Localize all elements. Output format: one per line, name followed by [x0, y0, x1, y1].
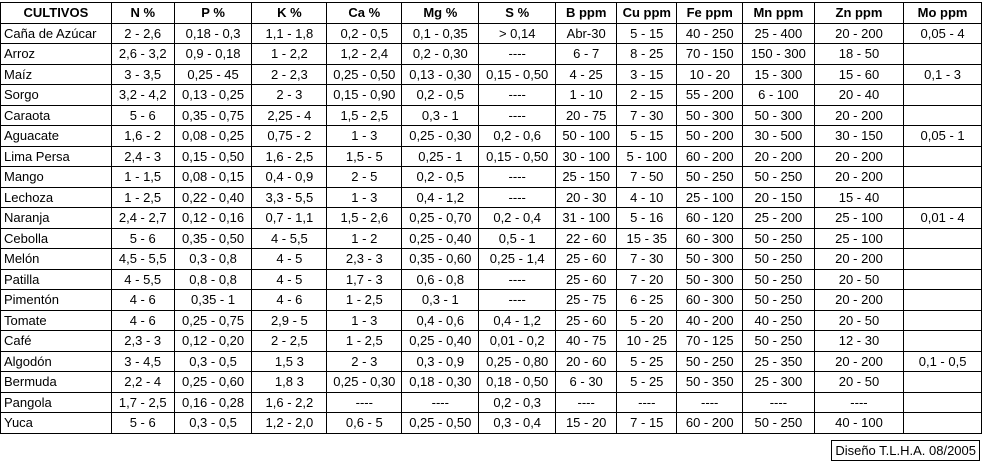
value-cell: 30 - 500 — [743, 126, 815, 147]
value-cell: 1 - 2,5 — [327, 331, 402, 352]
value-cell: 20 - 50 — [814, 372, 903, 393]
value-cell: 0,7 - 1,1 — [252, 208, 327, 229]
value-cell: 5 - 15 — [617, 23, 677, 44]
value-cell: 0,18 - 0,30 — [402, 372, 479, 393]
value-cell: 1 - 2 — [327, 228, 402, 249]
table-row — [1, 331, 982, 352]
crop-name-cell: Cebolla — [1, 228, 112, 249]
value-cell: 0,3 - 0,9 — [402, 351, 479, 372]
value-cell: 70 - 125 — [677, 331, 743, 352]
value-cell: 1,8 3 — [252, 372, 327, 393]
value-cell: 2,9 - 5 — [252, 310, 327, 331]
crop-name-cell: Arroz — [1, 44, 112, 65]
value-cell: 4 - 5,5 — [111, 269, 174, 290]
value-cell: 0,4 - 1,2 — [402, 187, 479, 208]
value-cell: 4 - 6 — [111, 310, 174, 331]
value-cell: 40 - 100 — [814, 413, 903, 434]
value-cell: 10 - 20 — [677, 64, 743, 85]
value-cell: 0,25 - 0,40 — [402, 331, 479, 352]
crop-name-cell: Pimentón — [1, 290, 112, 311]
table-row — [1, 372, 982, 393]
crop-name-cell: Naranja — [1, 208, 112, 229]
value-cell: 50 - 250 — [743, 167, 815, 188]
value-cell: 15 - 35 — [617, 228, 677, 249]
value-cell: 0,3 - 0,5 — [174, 413, 252, 434]
value-cell: ---- — [677, 392, 743, 413]
value-cell: 4 - 5 — [252, 249, 327, 270]
value-cell: 7 - 20 — [617, 269, 677, 290]
value-cell: 3,2 - 4,2 — [111, 85, 174, 106]
value-cell: 7 - 15 — [617, 413, 677, 434]
value-cell: 2,4 - 2,7 — [111, 208, 174, 229]
crop-name-cell: Tomate — [1, 310, 112, 331]
value-cell: ---- — [402, 392, 479, 413]
value-cell: 25 - 60 — [556, 269, 617, 290]
value-cell: 0,08 - 0,15 — [174, 167, 252, 188]
value-cell: 10 - 25 — [617, 331, 677, 352]
value-cell: 0,16 - 0,28 — [174, 392, 252, 413]
value-cell: 2,25 - 4 — [252, 105, 327, 126]
value-cell: 15 - 40 — [814, 187, 903, 208]
value-cell — [904, 269, 982, 290]
value-cell: 25 - 400 — [743, 23, 815, 44]
crop-name-cell: Maíz — [1, 64, 112, 85]
value-cell: 50 - 250 — [677, 351, 743, 372]
value-cell: 0,08 - 0,25 — [174, 126, 252, 147]
value-cell — [904, 372, 982, 393]
value-cell: 0,13 - 0,25 — [174, 85, 252, 106]
value-cell — [904, 228, 982, 249]
crop-name-cell: Lima Persa — [1, 146, 112, 167]
value-cell: 20 - 200 — [814, 146, 903, 167]
column-header: Fe ppm — [677, 3, 743, 24]
value-cell: 25 - 60 — [556, 310, 617, 331]
value-cell: 50 - 300 — [677, 105, 743, 126]
value-cell: 0,25 - 0,30 — [402, 126, 479, 147]
value-cell: 25 - 75 — [556, 290, 617, 311]
value-cell: 0,2 - 0,30 — [402, 44, 479, 65]
value-cell: 0,18 - 0,50 — [479, 372, 556, 393]
value-cell: ---- — [814, 392, 903, 413]
value-cell: 60 - 300 — [677, 290, 743, 311]
value-cell: 1 - 2,2 — [252, 44, 327, 65]
nutrient-table — [0, 2, 982, 434]
value-cell: 4 - 25 — [556, 64, 617, 85]
value-cell: 7 - 50 — [617, 167, 677, 188]
value-cell: 0,4 - 1,2 — [479, 310, 556, 331]
column-header: CULTIVOS — [1, 3, 112, 24]
value-cell: 2,6 - 3,2 — [111, 44, 174, 65]
value-cell: ---- — [479, 187, 556, 208]
value-cell: 6 - 7 — [556, 44, 617, 65]
value-cell: 1,7 - 3 — [327, 269, 402, 290]
table-row — [1, 290, 982, 311]
table-row — [1, 413, 982, 434]
value-cell: 60 - 300 — [677, 228, 743, 249]
value-cell: ---- — [479, 85, 556, 106]
value-cell: 50 - 250 — [743, 269, 815, 290]
value-cell: 25 - 200 — [743, 208, 815, 229]
value-cell: 1,1 - 1,8 — [252, 23, 327, 44]
value-cell: 0,1 - 0,5 — [904, 351, 982, 372]
value-cell: 1,6 - 2 — [111, 126, 174, 147]
table-row — [1, 64, 982, 85]
crop-name-cell: Caraota — [1, 105, 112, 126]
table-row — [1, 44, 982, 65]
value-cell: 25 - 100 — [814, 228, 903, 249]
value-cell — [904, 392, 982, 413]
value-cell: 55 - 200 — [677, 85, 743, 106]
value-cell: 40 - 75 — [556, 331, 617, 352]
value-cell: 0,35 - 1 — [174, 290, 252, 311]
value-cell: ---- — [479, 167, 556, 188]
crop-name-cell: Aguacate — [1, 126, 112, 147]
value-cell: 50 - 350 — [677, 372, 743, 393]
value-cell: 31 - 100 — [556, 208, 617, 229]
value-cell: 15 - 20 — [556, 413, 617, 434]
value-cell: ---- — [617, 392, 677, 413]
value-cell: 1 - 3 — [327, 126, 402, 147]
value-cell: Abr-30 — [556, 23, 617, 44]
value-cell: 60 - 120 — [677, 208, 743, 229]
value-cell: 8 - 25 — [617, 44, 677, 65]
value-cell — [904, 167, 982, 188]
value-cell: 2 - 3 — [327, 351, 402, 372]
value-cell: ---- — [327, 392, 402, 413]
value-cell: 7 - 30 — [617, 105, 677, 126]
value-cell: 70 - 150 — [677, 44, 743, 65]
crop-name-cell: Algodón — [1, 351, 112, 372]
value-cell: 0,3 - 0,4 — [479, 413, 556, 434]
table-row — [1, 167, 982, 188]
value-cell: 25 - 150 — [556, 167, 617, 188]
value-cell: 2,3 - 3 — [111, 331, 174, 352]
value-cell: 5 - 6 — [111, 105, 174, 126]
value-cell: 2 - 5 — [327, 167, 402, 188]
table-row — [1, 23, 982, 44]
column-header: S % — [479, 3, 556, 24]
value-cell: 0,6 - 5 — [327, 413, 402, 434]
value-cell: 5 - 16 — [617, 208, 677, 229]
value-cell: 6 - 25 — [617, 290, 677, 311]
value-cell: 20 - 60 — [556, 351, 617, 372]
column-header: Mn ppm — [743, 3, 815, 24]
value-cell: 0,9 - 0,18 — [174, 44, 252, 65]
value-cell: 0,2 - 0,5 — [327, 23, 402, 44]
value-cell: 1,6 - 2,5 — [252, 146, 327, 167]
value-cell: 0,25 - 0,75 — [174, 310, 252, 331]
value-cell — [904, 146, 982, 167]
column-header: Zn ppm — [814, 3, 903, 24]
value-cell: 0,2 - 0,4 — [479, 208, 556, 229]
value-cell: 1,5 - 5 — [327, 146, 402, 167]
value-cell: 0,3 - 1 — [402, 290, 479, 311]
value-cell: > 0,14 — [479, 23, 556, 44]
value-cell: 0,2 - 0,3 — [479, 392, 556, 413]
value-cell: 3,3 - 5,5 — [252, 187, 327, 208]
value-cell: 2 - 2,3 — [252, 64, 327, 85]
value-cell — [904, 310, 982, 331]
value-cell: 2 - 2,6 — [111, 23, 174, 44]
crop-name-cell: Caña de Azúcar — [1, 23, 112, 44]
column-header: K % — [252, 3, 327, 24]
value-cell: 0,22 - 0,40 — [174, 187, 252, 208]
value-cell: ---- — [743, 392, 815, 413]
crop-name-cell: Patilla — [1, 269, 112, 290]
value-cell: 0,8 - 0,8 — [174, 269, 252, 290]
value-cell: 4,5 - 5,5 — [111, 249, 174, 270]
value-cell: 0,25 - 0,50 — [402, 413, 479, 434]
value-cell: ---- — [479, 269, 556, 290]
crop-name-cell: Bermuda — [1, 372, 112, 393]
value-cell: 0,25 - 45 — [174, 64, 252, 85]
value-cell — [904, 331, 982, 352]
value-cell: 20 - 200 — [743, 146, 815, 167]
value-cell: 5 - 100 — [617, 146, 677, 167]
value-cell: 0,25 - 0,60 — [174, 372, 252, 393]
value-cell: 1,6 - 2,2 — [252, 392, 327, 413]
value-cell: 4 - 10 — [617, 187, 677, 208]
value-cell: 4 - 5 — [252, 269, 327, 290]
column-header: Mo ppm — [904, 3, 982, 24]
value-cell: 20 - 200 — [814, 351, 903, 372]
value-cell: 0,05 - 1 — [904, 126, 982, 147]
value-cell: 50 - 300 — [677, 249, 743, 270]
value-cell: 50 - 300 — [677, 269, 743, 290]
value-cell: 5 - 15 — [617, 126, 677, 147]
value-cell: 1,5 - 2,6 — [327, 208, 402, 229]
table-body — [1, 23, 982, 433]
value-cell: 0,3 - 0,5 — [174, 351, 252, 372]
value-cell: 0,25 - 0,50 — [327, 64, 402, 85]
column-header: N % — [111, 3, 174, 24]
value-cell: 1 - 2,5 — [111, 187, 174, 208]
value-cell — [904, 44, 982, 65]
value-cell: 3 - 4,5 — [111, 351, 174, 372]
table-row — [1, 351, 982, 372]
value-cell: 5 - 25 — [617, 372, 677, 393]
value-cell: 0,25 - 0,70 — [402, 208, 479, 229]
table-row — [1, 392, 982, 413]
value-cell: 4 - 6 — [252, 290, 327, 311]
crop-name-cell: Café — [1, 331, 112, 352]
value-cell: 50 - 200 — [677, 126, 743, 147]
value-cell: 0,35 - 0,50 — [174, 228, 252, 249]
value-cell: 3 - 3,5 — [111, 64, 174, 85]
table-row — [1, 187, 982, 208]
value-cell: 0,01 - 4 — [904, 208, 982, 229]
value-cell: 1 - 3 — [327, 187, 402, 208]
value-cell: 60 - 200 — [677, 413, 743, 434]
value-cell: 50 - 250 — [743, 249, 815, 270]
value-cell: 30 - 150 — [814, 126, 903, 147]
column-header: Cu ppm — [617, 3, 677, 24]
value-cell: 25 - 300 — [743, 372, 815, 393]
table-row — [1, 310, 982, 331]
value-cell: 0,3 - 0,8 — [174, 249, 252, 270]
value-cell: 0,25 - 1,4 — [479, 249, 556, 270]
value-cell: 0,2 - 0,6 — [479, 126, 556, 147]
value-cell: 18 - 50 — [814, 44, 903, 65]
credit-text: Diseño T.L.H.A. 08/2005 — [831, 440, 980, 461]
value-cell: 2,4 - 3 — [111, 146, 174, 167]
value-cell: 20 - 30 — [556, 187, 617, 208]
value-cell: 40 - 200 — [677, 310, 743, 331]
value-cell: 5 - 25 — [617, 351, 677, 372]
value-cell: 0,05 - 4 — [904, 23, 982, 44]
value-cell: 3 - 15 — [617, 64, 677, 85]
value-cell: 25 - 100 — [814, 208, 903, 229]
table-row — [1, 85, 982, 106]
value-cell: 0,15 - 0,90 — [327, 85, 402, 106]
value-cell: 30 - 100 — [556, 146, 617, 167]
value-cell: 25 - 350 — [743, 351, 815, 372]
value-cell: 60 - 200 — [677, 146, 743, 167]
table-row — [1, 146, 982, 167]
value-cell: 25 - 100 — [677, 187, 743, 208]
value-cell: 1 - 3 — [327, 310, 402, 331]
value-cell — [904, 105, 982, 126]
value-cell: 0,12 - 0,20 — [174, 331, 252, 352]
value-cell: 5 - 20 — [617, 310, 677, 331]
value-cell: ---- — [556, 392, 617, 413]
crop-name-cell: Yuca — [1, 413, 112, 434]
value-cell: 0,15 - 0,50 — [479, 146, 556, 167]
value-cell: 40 - 250 — [677, 23, 743, 44]
value-cell: 1 - 2,5 — [327, 290, 402, 311]
crop-name-cell: Sorgo — [1, 85, 112, 106]
value-cell: 0,4 - 0,6 — [402, 310, 479, 331]
value-cell: 50 - 250 — [743, 413, 815, 434]
crop-name-cell: Melón — [1, 249, 112, 270]
value-cell: 6 - 30 — [556, 372, 617, 393]
value-cell: 0,4 - 0,9 — [252, 167, 327, 188]
value-cell: 4 - 6 — [111, 290, 174, 311]
value-cell: ---- — [479, 44, 556, 65]
value-cell: 40 - 250 — [743, 310, 815, 331]
value-cell: 0,01 - 0,2 — [479, 331, 556, 352]
value-cell: 1 - 10 — [556, 85, 617, 106]
value-cell: 6 - 100 — [743, 85, 815, 106]
value-cell: 7 - 30 — [617, 249, 677, 270]
value-cell: 20 - 40 — [814, 85, 903, 106]
value-cell: 0,35 - 0,75 — [174, 105, 252, 126]
value-cell: 1,5 3 — [252, 351, 327, 372]
value-cell: 0,25 - 0,80 — [479, 351, 556, 372]
table-row — [1, 126, 982, 147]
value-cell: 0,35 - 0,60 — [402, 249, 479, 270]
value-cell: 1 - 1,5 — [111, 167, 174, 188]
value-cell: 0,1 - 3 — [904, 64, 982, 85]
value-cell: 12 - 30 — [814, 331, 903, 352]
table-row — [1, 228, 982, 249]
value-cell: 20 - 50 — [814, 310, 903, 331]
value-cell: 0,2 - 0,5 — [402, 167, 479, 188]
value-cell: 2,2 - 4 — [111, 372, 174, 393]
crop-name-cell: Pangola — [1, 392, 112, 413]
column-header: Ca % — [327, 3, 402, 24]
column-header: Mg % — [402, 3, 479, 24]
value-cell: 50 - 250 — [677, 167, 743, 188]
value-cell: 0,2 - 0,5 — [402, 85, 479, 106]
value-cell: 0,15 - 0,50 — [479, 64, 556, 85]
column-header: P % — [174, 3, 252, 24]
value-cell: ---- — [479, 290, 556, 311]
value-cell: 0,15 - 0,50 — [174, 146, 252, 167]
column-header: B ppm — [556, 3, 617, 24]
crop-name-cell: Lechoza — [1, 187, 112, 208]
value-cell: 20 - 200 — [814, 105, 903, 126]
value-cell: 4 - 5,5 — [252, 228, 327, 249]
value-cell — [904, 413, 982, 434]
crop-name-cell: Mango — [1, 167, 112, 188]
value-cell: 20 - 75 — [556, 105, 617, 126]
value-cell: 1,5 - 2,5 — [327, 105, 402, 126]
value-cell: 2 - 2,5 — [252, 331, 327, 352]
value-cell: 0,75 - 2 — [252, 126, 327, 147]
value-cell: 20 - 200 — [814, 23, 903, 44]
value-cell: 50 - 250 — [743, 228, 815, 249]
value-cell: 20 - 200 — [814, 249, 903, 270]
value-cell: 0,13 - 0,30 — [402, 64, 479, 85]
value-cell: 20 - 50 — [814, 269, 903, 290]
value-cell: 0,25 - 0,40 — [402, 228, 479, 249]
header-row — [1, 3, 982, 24]
table-row — [1, 105, 982, 126]
value-cell: 5 - 6 — [111, 228, 174, 249]
value-cell: 15 - 60 — [814, 64, 903, 85]
value-cell: 0,5 - 1 — [479, 228, 556, 249]
table-row — [1, 208, 982, 229]
table-row — [1, 269, 982, 290]
value-cell: 0,25 - 1 — [402, 146, 479, 167]
value-cell: 22 - 60 — [556, 228, 617, 249]
value-cell: 0,6 - 0,8 — [402, 269, 479, 290]
value-cell — [904, 290, 982, 311]
value-cell: 20 - 200 — [814, 167, 903, 188]
value-cell: 0,3 - 1 — [402, 105, 479, 126]
value-cell: 20 - 150 — [743, 187, 815, 208]
value-cell — [904, 249, 982, 270]
value-cell: 50 - 250 — [743, 290, 815, 311]
value-cell: 0,12 - 0,16 — [174, 208, 252, 229]
value-cell: 15 - 300 — [743, 64, 815, 85]
value-cell: 1,2 - 2,0 — [252, 413, 327, 434]
value-cell: 20 - 200 — [814, 290, 903, 311]
value-cell: 50 - 300 — [743, 105, 815, 126]
value-cell — [904, 85, 982, 106]
value-cell: 50 - 100 — [556, 126, 617, 147]
value-cell: 2,3 - 3 — [327, 249, 402, 270]
value-cell: 150 - 300 — [743, 44, 815, 65]
value-cell: 2 - 15 — [617, 85, 677, 106]
value-cell: ---- — [479, 105, 556, 126]
value-cell: 0,18 - 0,3 — [174, 23, 252, 44]
value-cell: 0,25 - 0,30 — [327, 372, 402, 393]
value-cell: 25 - 60 — [556, 249, 617, 270]
value-cell: 1,7 - 2,5 — [111, 392, 174, 413]
value-cell — [904, 187, 982, 208]
value-cell: 5 - 6 — [111, 413, 174, 434]
value-cell: 1,2 - 2,4 — [327, 44, 402, 65]
value-cell: 0,1 - 0,35 — [402, 23, 479, 44]
value-cell: 50 - 250 — [743, 331, 815, 352]
table-row — [1, 249, 982, 270]
value-cell: 2 - 3 — [252, 85, 327, 106]
